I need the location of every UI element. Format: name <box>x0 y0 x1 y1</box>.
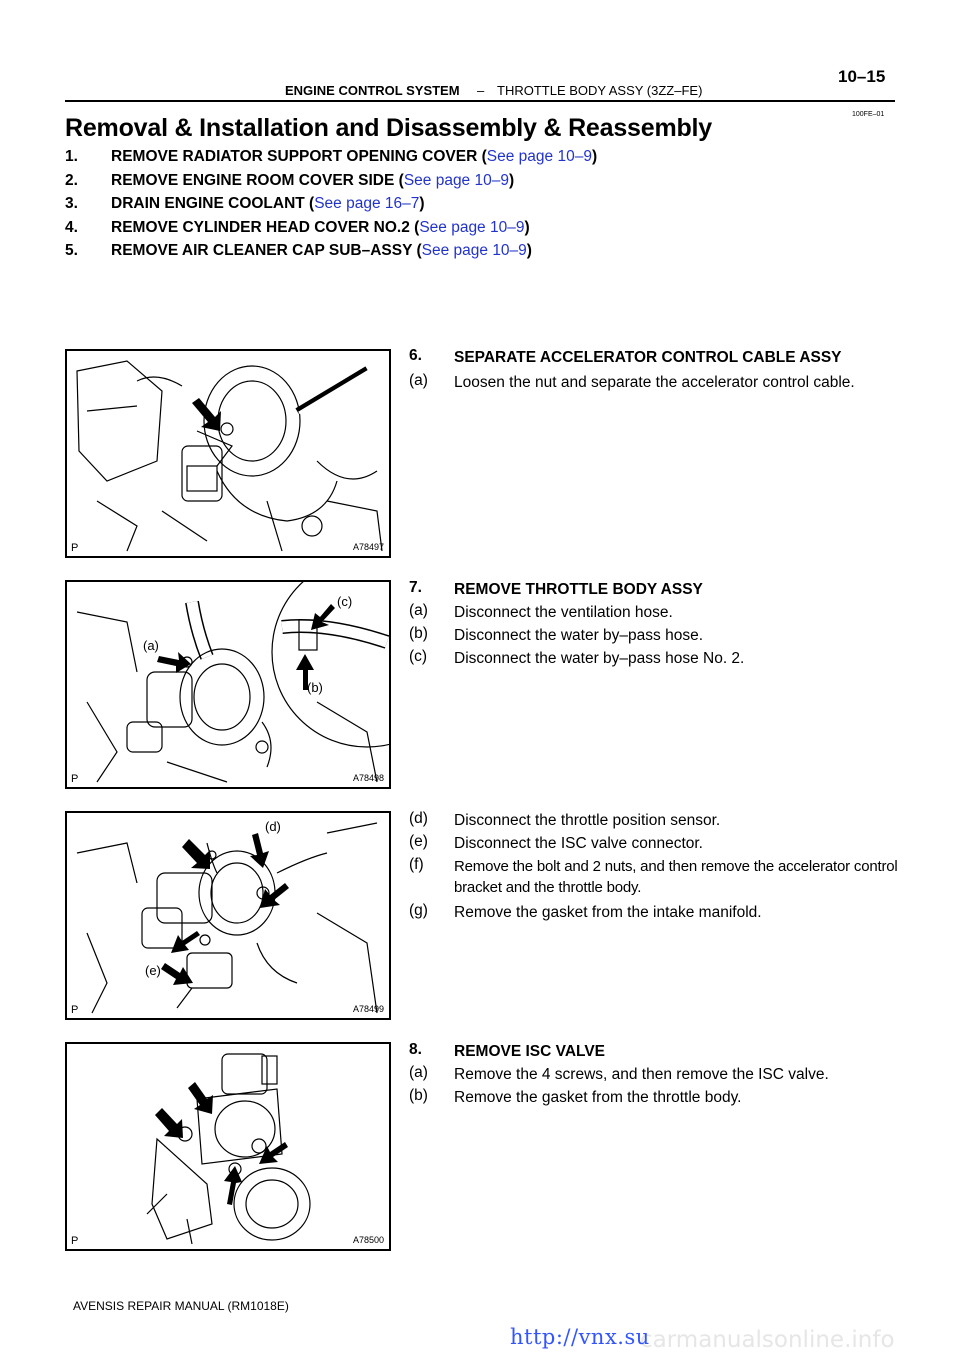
arrow-icon <box>171 931 200 953</box>
label-d: (d) <box>265 819 281 834</box>
step-close: ) <box>526 242 532 259</box>
figure-isc-valve <box>65 1042 391 1251</box>
step-text: REMOVE ENGINE ROOM COVER SIDE ( <box>111 172 404 189</box>
step-close: ) <box>524 219 530 236</box>
footer-manual-name: AVENSIS REPAIR MANUAL (RM1018E) <box>73 1299 289 1313</box>
instruction-7d <box>409 810 899 832</box>
figure-id: A78498 <box>352 773 384 783</box>
see-page-link[interactable]: See page 10–9 <box>486 148 592 165</box>
instruction-text: Loosen the nut and separate the accelerator control cable. <box>454 374 855 391</box>
figure-hoses <box>65 580 391 789</box>
see-page-link[interactable]: See page 16–7 <box>314 195 420 212</box>
step-close: ) <box>591 148 598 165</box>
instruction-8a <box>409 1064 899 1086</box>
step-close: ) <box>508 172 515 189</box>
instruction-text: Remove the gasket from the throttle body. <box>454 1089 742 1106</box>
instruction-text: Disconnect the water by–pass hose No. 2. <box>454 650 745 667</box>
instruction-number: (a) <box>409 602 428 619</box>
figure-illustration <box>67 1044 389 1249</box>
page-title: Removal & Installation and Disassembly & Reassembly <box>65 114 712 142</box>
step-text: REMOVE RADIATOR SUPPORT OPENING COVER ( <box>111 148 487 165</box>
arrow-icon <box>161 963 193 985</box>
arrow-icon <box>259 1142 288 1164</box>
instruction-number: (a) <box>409 372 428 389</box>
header-subsection: THROTTLE BODY ASSY (3ZZ–FE) <box>497 83 703 98</box>
step-number: 1. <box>65 148 78 165</box>
label-b: (b) <box>307 680 323 695</box>
instruction-7g <box>409 902 899 924</box>
see-page-link[interactable]: See page 10–9 <box>419 219 525 236</box>
instruction-number: 6. <box>409 347 422 364</box>
step-1 <box>65 148 765 170</box>
instruction-7a <box>409 602 899 624</box>
figure-marker: P <box>71 1235 79 1247</box>
see-page-link[interactable]: See page 10–9 <box>421 242 527 259</box>
figure-illustration <box>67 351 389 556</box>
instruction-8 <box>409 1041 899 1063</box>
arrow-icon <box>250 833 269 868</box>
instruction-number: (c) <box>409 648 428 665</box>
instruction-7 <box>409 579 899 601</box>
instruction-text: Disconnect the water by–pass hose. <box>454 627 703 644</box>
step-number: 2. <box>65 172 78 189</box>
arrow-icon <box>157 652 191 673</box>
arrow-icon <box>188 1082 213 1114</box>
watermark-link[interactable]: http://vnx.su <box>510 1325 650 1349</box>
header-rule <box>65 100 895 102</box>
label-a: (a) <box>143 638 159 653</box>
instruction-6 <box>409 347 899 369</box>
step-text: REMOVE CYLINDER HEAD COVER NO.2 ( <box>111 219 420 236</box>
figure-marker: P <box>71 773 79 785</box>
instruction-text: Disconnect the throttle position sensor. <box>454 812 721 829</box>
figure-illustration <box>67 813 389 1018</box>
instruction-text: REMOVE ISC VALVE <box>454 1043 606 1060</box>
figure-id: A78499 <box>352 1004 384 1014</box>
instruction-number: (b) <box>409 625 428 642</box>
instruction-text: Disconnect the ventilation hose. <box>454 604 673 621</box>
step-number: 3. <box>65 195 78 212</box>
step-text: DRAIN ENGINE COOLANT ( <box>111 195 315 212</box>
figure-marker: P <box>71 1004 79 1016</box>
instruction-number: 7. <box>409 579 422 596</box>
instruction-number: (e) <box>409 833 428 850</box>
instruction-number: (g) <box>409 902 428 919</box>
instruction-number: (f) <box>409 856 424 873</box>
watermark-site: carmanualsonline.info <box>640 1327 895 1353</box>
figure-illustration <box>67 582 389 787</box>
instruction-text: Remove the 4 screws, and then remove the ISC valve. <box>454 1066 829 1083</box>
instruction-number: (a) <box>409 1064 428 1081</box>
instruction-number: (d) <box>409 810 428 827</box>
figure-cable <box>65 349 391 558</box>
header-section: ENGINE CONTROL SYSTEM <box>285 83 460 98</box>
instruction-text: Remove the gasket from the intake manifold. <box>454 904 762 921</box>
step-number: 5. <box>65 242 78 259</box>
instruction-text: REMOVE THROTTLE BODY ASSY <box>454 581 703 598</box>
step-3 <box>65 195 765 217</box>
step-4 <box>65 219 765 241</box>
label-e: (e) <box>145 963 161 978</box>
instruction-number: 8. <box>409 1041 422 1058</box>
instruction-8b <box>409 1087 899 1109</box>
step-text: REMOVE AIR CLEANER CAP SUB–ASSY ( <box>111 242 422 259</box>
label-c: (c) <box>337 594 353 609</box>
step-2 <box>65 172 765 194</box>
instruction-6a <box>409 372 899 416</box>
step-number: 4. <box>65 219 78 236</box>
see-page-link[interactable]: See page 10–9 <box>403 172 509 189</box>
instruction-7b <box>409 625 899 647</box>
arrow-icon <box>182 839 210 869</box>
header-dash: – <box>477 83 485 98</box>
figure-marker: P <box>71 542 79 554</box>
arrow-icon <box>155 1108 183 1138</box>
instruction-text: SEPARATE ACCELERATOR CONTROL CABLE ASSY <box>454 349 842 366</box>
instruction-number: (b) <box>409 1087 428 1104</box>
instruction-text: Remove the bolt and 2 nuts, and then remove the accelerator control bracket and the throttle body. <box>454 858 898 896</box>
instruction-text: Disconnect the ISC valve connector. <box>454 835 703 852</box>
step-close: ) <box>419 195 425 212</box>
page-number: 10–15 <box>838 67 886 86</box>
figure-id: A78500 <box>352 1235 384 1245</box>
document-code: 100FE–01 <box>852 111 885 118</box>
instruction-7e <box>409 833 899 855</box>
instruction-7c <box>409 648 899 670</box>
instruction-7f <box>409 856 899 900</box>
figure-throttle-body <box>65 811 391 1020</box>
step-5 <box>65 242 765 264</box>
figure-id: A78497 <box>352 542 384 552</box>
